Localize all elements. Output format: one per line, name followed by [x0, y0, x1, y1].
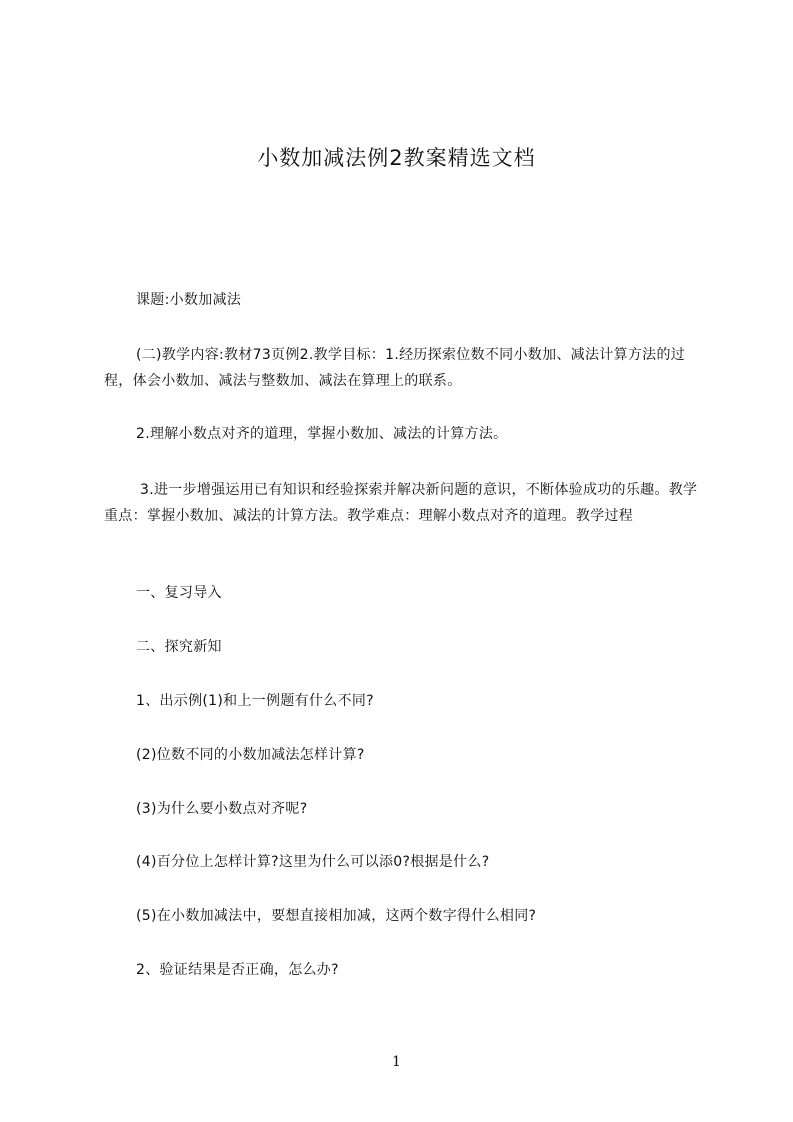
paragraph-question-1: 1、出示例(1)和上一例题有什么不同?: [136, 693, 374, 709]
page-number: 1: [392, 1054, 401, 1070]
paragraph-question-2: (2)位数不同的小数加减法怎样计算?: [136, 747, 365, 763]
paragraph-topic: 课题:小数加减法: [136, 292, 242, 308]
paragraph-question-4: (4)百分位上怎样计算?这里为什么可以添0?根据是什么?: [136, 854, 490, 870]
paragraph-objective-3: 3.进一步增强运用已有知识和经验探索并解决新问题的意识，不断体验成功的乐趣。教学重点：掌握小数加、减法的计算方法。教学难点：理解小数点对齐的道理。教学过程: [104, 482, 698, 524]
paragraph-section-review: 一、复习导入: [136, 585, 222, 601]
paragraph-verify: 2、验证结果是否正确，怎么办?: [136, 962, 339, 978]
paragraph-question-3: (3)为什么要小数点对齐呢?: [136, 801, 308, 817]
paragraph-question-5: (5)在小数加减法中，要想直接相加减，这两个数字得什么相同?: [136, 908, 537, 924]
paragraph-content-objectives: (二)教学内容:教材73页例2.教学目标：1.经历探索位数不同小数加、减法计算方法的过程，体会小数加、减法与整数加、减法在算理上的联系。: [104, 347, 686, 389]
paragraph-objective-2: 2.理解小数点对齐的道理，掌握小数加、减法的计算方法。: [136, 426, 508, 442]
document-title: 小数加减法例2教案精选文档: [257, 146, 536, 170]
paragraph-section-explore: 二、探究新知: [136, 639, 222, 655]
